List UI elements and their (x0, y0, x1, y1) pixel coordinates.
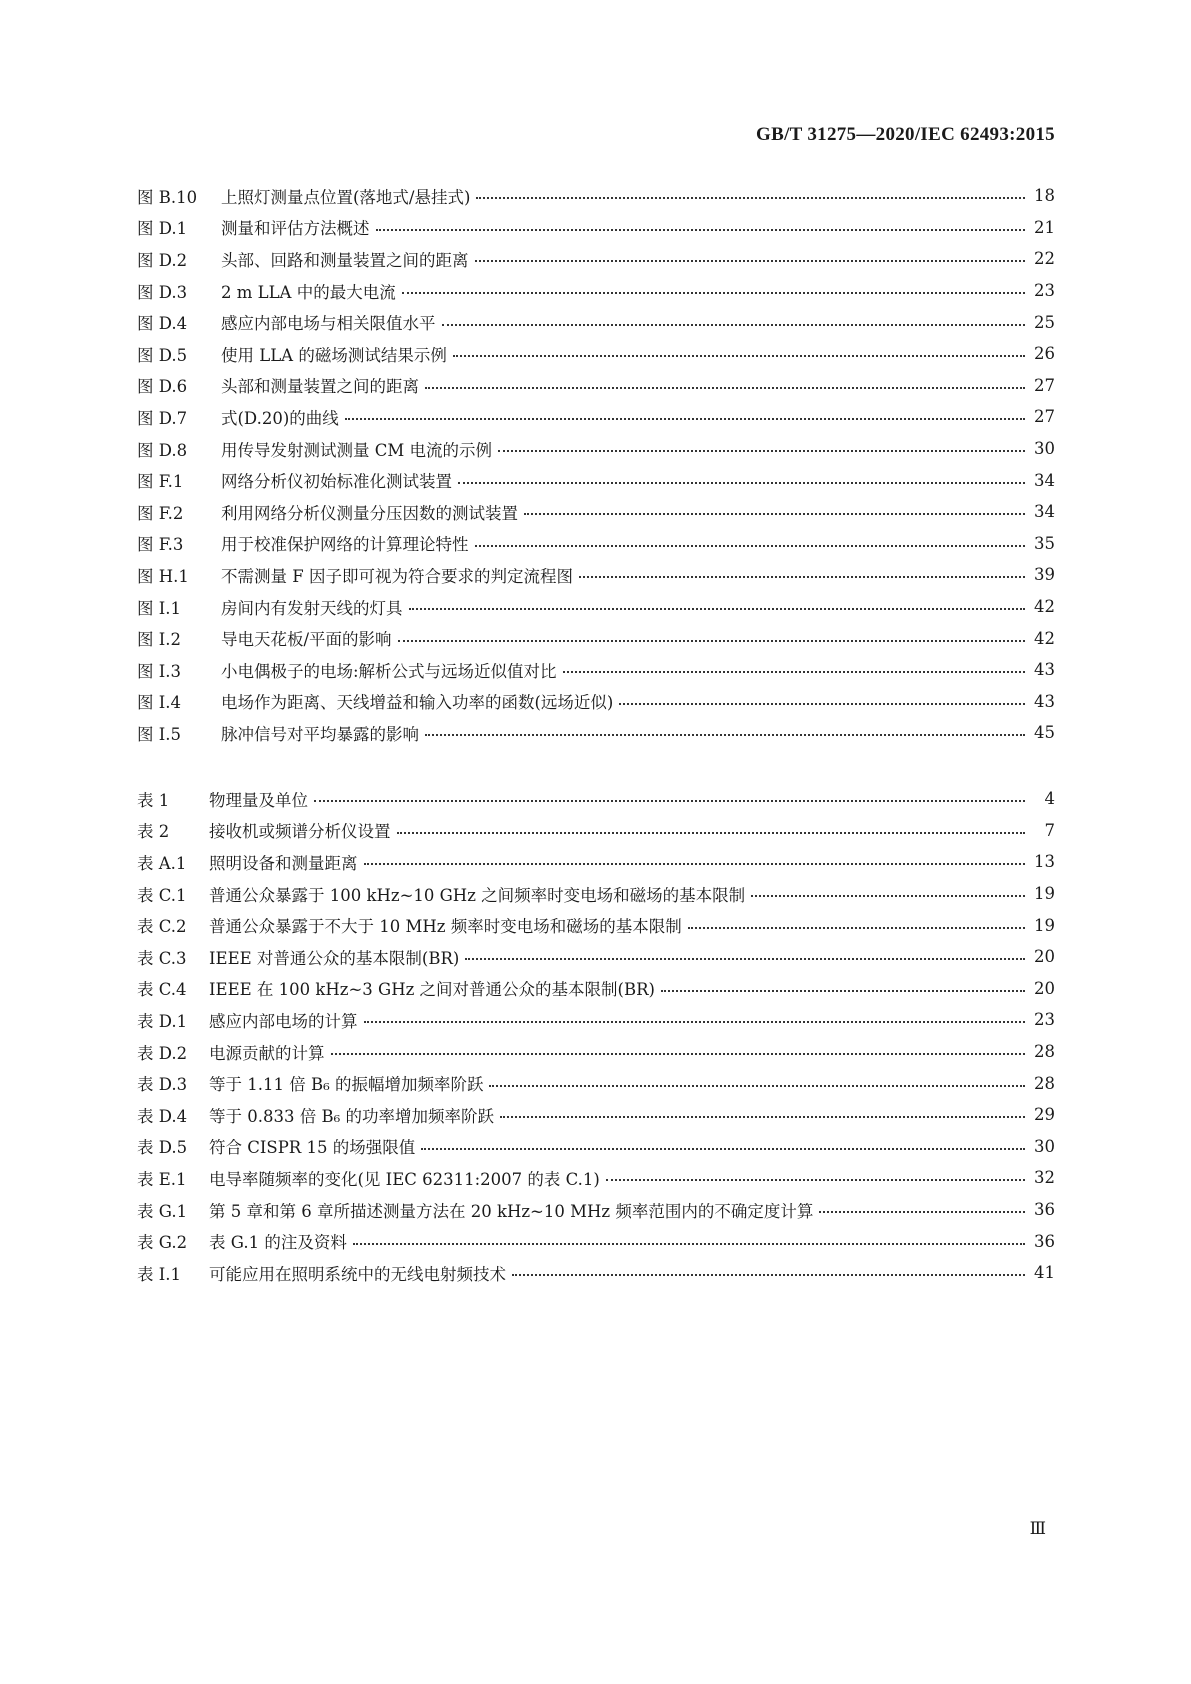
dot-leader (751, 894, 1025, 897)
entry-title: 上照灯测量点位置(落地式/悬挂式) (221, 187, 471, 207)
table-entry[interactable] (137, 1099, 1055, 1131)
entry-number: 图 D.3 (137, 282, 188, 302)
entry-page-number: 27 (1034, 375, 1055, 395)
document-code-header: GB/T 31275—2020/IEC 62493:2015 (756, 124, 1055, 145)
entry-title: 可能应用在照明系统中的无线电射频技术 (209, 1264, 506, 1284)
dot-leader (606, 1178, 1025, 1181)
entry-title: 房间内有发射天线的灯具 (221, 598, 403, 618)
figure-entry[interactable] (137, 717, 1055, 749)
dot-leader (376, 228, 1026, 231)
entry-page-number: 23 (1034, 1010, 1055, 1030)
entry-number: 图 F.2 (137, 503, 184, 523)
dot-leader (524, 512, 1025, 515)
entry-number: 图 I.4 (137, 693, 182, 713)
entry-title: 式(D.20)的曲线 (221, 408, 339, 428)
entry-number: 表 D.1 (137, 1011, 188, 1031)
entry-page-number: 18 (1034, 186, 1055, 206)
entry-page-number: 43 (1034, 660, 1055, 680)
figure-entry[interactable] (137, 338, 1055, 370)
entry-page-number: 20 (1034, 947, 1055, 967)
dot-leader (475, 544, 1026, 547)
entry-page-number: 27 (1034, 407, 1055, 427)
entry-number: 表 I.1 (137, 1264, 182, 1284)
dot-leader (453, 354, 1025, 357)
dot-leader (465, 957, 1025, 960)
entry-title: 表 G.1 的注及资料 (209, 1233, 347, 1253)
figure-list (137, 180, 1055, 749)
entry-number: 图 I.2 (137, 630, 182, 650)
entry-title: 用于校准保护网络的计算理论特性 (221, 535, 469, 555)
entry-title: 物理量及单位 (209, 790, 308, 810)
entry-title: 导电天花板/平面的影响 (221, 630, 392, 650)
dot-leader (409, 607, 1026, 610)
figure-entry[interactable] (137, 370, 1055, 402)
entry-page-number: 7 (1044, 820, 1055, 840)
entry-page-number: 36 (1034, 1231, 1055, 1251)
dot-leader (402, 291, 1025, 294)
figure-entry[interactable] (137, 433, 1055, 465)
table-entry[interactable] (137, 973, 1055, 1005)
figure-entry[interactable] (137, 275, 1055, 307)
entry-title: 照明设备和测量距离 (209, 853, 358, 873)
entry-title: 电源贡献的计算 (209, 1043, 325, 1063)
entry-title: 普通公众暴露于不大于 10 MHz 频率时变电场和磁场的基本限制 (209, 917, 682, 937)
entry-page-number: 39 (1034, 565, 1055, 585)
entry-page-number: 34 (1034, 470, 1055, 490)
entry-title: 不需测量 F 因子即可视为符合要求的判定流程图 (221, 566, 573, 586)
entry-number: 表 D.3 (137, 1075, 188, 1095)
table-entry[interactable] (137, 909, 1055, 941)
dot-leader (353, 1242, 1025, 1245)
dot-leader (498, 449, 1025, 452)
entry-page-number: 19 (1034, 884, 1055, 904)
entry-title: 头部、回路和测量装置之间的距离 (221, 250, 469, 270)
table-entry[interactable] (137, 1257, 1055, 1289)
figure-entry[interactable] (137, 306, 1055, 338)
dot-leader (475, 259, 1026, 262)
table-entry[interactable] (137, 1194, 1055, 1226)
dot-leader (489, 1084, 1025, 1087)
entry-title: IEEE 对普通公众的基本限制(BR) (209, 948, 460, 968)
entry-title: 使用 LLA 的磁场测试结果示例 (221, 345, 447, 365)
entry-title: 网络分析仪初始标准化测试装置 (221, 472, 452, 492)
entry-page-number: 43 (1034, 691, 1055, 711)
entry-number: 表 D.4 (137, 1106, 188, 1126)
entry-number: 表 G.1 (137, 1201, 188, 1221)
table-entry[interactable] (137, 1004, 1055, 1036)
entry-page-number: 20 (1034, 978, 1055, 998)
dot-leader (819, 1210, 1025, 1213)
table-entry[interactable] (137, 941, 1055, 973)
entry-title: 电导率随频率的变化(见 IEC 62311:2007 的表 C.1) (209, 1169, 600, 1189)
figure-entry[interactable] (137, 686, 1055, 718)
entry-page-number: 4 (1044, 789, 1055, 809)
dot-leader (619, 702, 1025, 705)
entry-page-number: 13 (1034, 852, 1055, 872)
entry-number: 表 2 (137, 822, 170, 842)
dot-leader (398, 639, 1025, 642)
entry-number: 图 D.7 (137, 408, 188, 428)
figure-entry[interactable] (137, 496, 1055, 528)
entry-number: 图 I.5 (137, 724, 182, 744)
table-entry[interactable] (137, 1131, 1055, 1163)
dot-leader (331, 1052, 1026, 1055)
entry-title: 等于 1.11 倍 B₆ 的振幅增加频率阶跃 (209, 1075, 484, 1095)
entry-number: 表 C.1 (137, 885, 187, 905)
table-entry[interactable] (137, 1067, 1055, 1099)
entry-title: 接收机或频谱分析仪设置 (209, 822, 391, 842)
entry-page-number: 30 (1034, 1136, 1055, 1156)
entry-title: 电场作为距离、天线增益和输入功率的函数(远场近似) (221, 693, 614, 713)
figure-entry[interactable] (137, 654, 1055, 686)
entry-title: 用传导发射测试测量 CM 电流的示例 (221, 440, 493, 460)
entry-number: 表 C.4 (137, 980, 187, 1000)
dot-leader (579, 575, 1025, 578)
entry-page-number: 34 (1034, 502, 1055, 522)
entry-number: 表 G.2 (137, 1233, 188, 1253)
entry-number: 表 C.2 (137, 917, 187, 937)
entry-number: 图 I.3 (137, 661, 182, 681)
entry-page-number: 28 (1034, 1073, 1055, 1093)
table-entry[interactable] (137, 783, 1055, 815)
entry-number: 表 A.1 (137, 853, 187, 873)
dot-leader (661, 989, 1025, 992)
entry-number: 图 B.10 (137, 187, 198, 207)
entry-page-number: 30 (1034, 439, 1055, 459)
entry-page-number: 32 (1034, 1168, 1055, 1188)
dot-leader (425, 386, 1025, 389)
entry-title: 测量和评估方法概述 (221, 219, 370, 239)
entry-title: 等于 0.833 倍 B₆ 的功率增加频率阶跃 (209, 1106, 494, 1126)
figure-entry[interactable] (137, 464, 1055, 496)
entry-page-number: 23 (1034, 281, 1055, 301)
dot-leader (512, 1273, 1025, 1276)
dot-leader (458, 481, 1025, 484)
figure-entry[interactable] (137, 622, 1055, 654)
entry-page-number: 42 (1034, 597, 1055, 617)
figure-entry[interactable] (137, 528, 1055, 560)
entry-number: 表 1 (137, 790, 170, 810)
table-entry[interactable] (137, 1162, 1055, 1194)
entry-number: 表 E.1 (137, 1169, 187, 1189)
dot-leader (314, 799, 1025, 802)
entry-title: 利用网络分析仪测量分压因数的测试装置 (221, 503, 518, 523)
figure-entry[interactable] (137, 591, 1055, 623)
entry-number: 图 D.6 (137, 377, 188, 397)
entry-number: 表 D.2 (137, 1043, 188, 1063)
entry-page-number: 35 (1034, 533, 1055, 553)
dot-leader (500, 1115, 1025, 1118)
dot-leader (563, 670, 1025, 673)
entry-number: 图 I.1 (137, 598, 182, 618)
entry-title: 感应内部电场的计算 (209, 1011, 358, 1031)
entry-number: 图 D.8 (137, 440, 188, 460)
table-entry[interactable] (137, 1036, 1055, 1068)
entry-title: 2 m LLA 中的最大电流 (221, 282, 396, 302)
page-number: Ⅲ (1029, 1519, 1046, 1538)
entry-number: 图 D.2 (137, 250, 188, 270)
entry-title: 感应内部电场与相关限值水平 (221, 314, 436, 334)
table-entry[interactable] (137, 815, 1055, 847)
entry-page-number: 41 (1034, 1263, 1055, 1283)
table-entry[interactable] (137, 878, 1055, 910)
entry-number: 图 F.3 (137, 535, 184, 555)
entry-page-number: 25 (1034, 312, 1055, 332)
entry-title: IEEE 在 100 kHz~3 GHz 之间对普通公众的基本限制(BR) (209, 980, 655, 1000)
entry-title: 小电偶极子的电场:解析公式与远场近似值对比 (221, 661, 557, 681)
dot-leader (688, 926, 1025, 929)
entry-number: 图 D.5 (137, 345, 188, 365)
figure-entry[interactable] (137, 243, 1055, 275)
entry-page-number: 36 (1034, 1200, 1055, 1220)
dot-leader (397, 831, 1026, 834)
dot-leader (345, 417, 1025, 420)
entry-number: 表 C.3 (137, 948, 187, 968)
entry-title: 符合 CISPR 15 的场强限值 (209, 1138, 416, 1158)
figure-entry[interactable] (137, 401, 1055, 433)
entry-title: 头部和测量装置之间的距离 (221, 377, 419, 397)
entry-page-number: 26 (1034, 344, 1055, 364)
entry-number: 表 D.5 (137, 1138, 188, 1158)
entry-title: 脉冲信号对平均暴露的影响 (221, 724, 419, 744)
entry-page-number: 21 (1034, 217, 1055, 237)
entry-page-number: 42 (1034, 628, 1055, 648)
entry-title: 普通公众暴露于 100 kHz~10 GHz 之间频率时变电场和磁场的基本限制 (209, 885, 746, 905)
figure-entry[interactable] (137, 180, 1055, 212)
dot-leader (442, 323, 1026, 326)
entry-page-number: 45 (1034, 723, 1055, 743)
table-entry[interactable] (137, 1225, 1055, 1257)
dot-leader (364, 1020, 1026, 1023)
table-list (137, 783, 1055, 1289)
figure-entry[interactable] (137, 212, 1055, 244)
entry-number: 图 H.1 (137, 566, 189, 586)
entry-title: 第 5 章和第 6 章所描述测量方法在 20 kHz~10 MHz 频率范围内的不确定度计算 (209, 1201, 814, 1221)
entry-page-number: 28 (1034, 1042, 1055, 1062)
dot-leader (364, 862, 1026, 865)
entry-page-number: 19 (1034, 915, 1055, 935)
figure-entry[interactable] (137, 559, 1055, 591)
entry-number: 图 D.4 (137, 314, 188, 334)
dot-leader (476, 196, 1025, 199)
entry-number: 图 F.1 (137, 472, 184, 492)
table-entry[interactable] (137, 846, 1055, 878)
dot-leader (421, 1147, 1025, 1150)
entry-number: 图 D.1 (137, 219, 188, 239)
dot-leader (425, 733, 1025, 736)
entry-page-number: 29 (1034, 1105, 1055, 1125)
entry-page-number: 22 (1034, 249, 1055, 269)
